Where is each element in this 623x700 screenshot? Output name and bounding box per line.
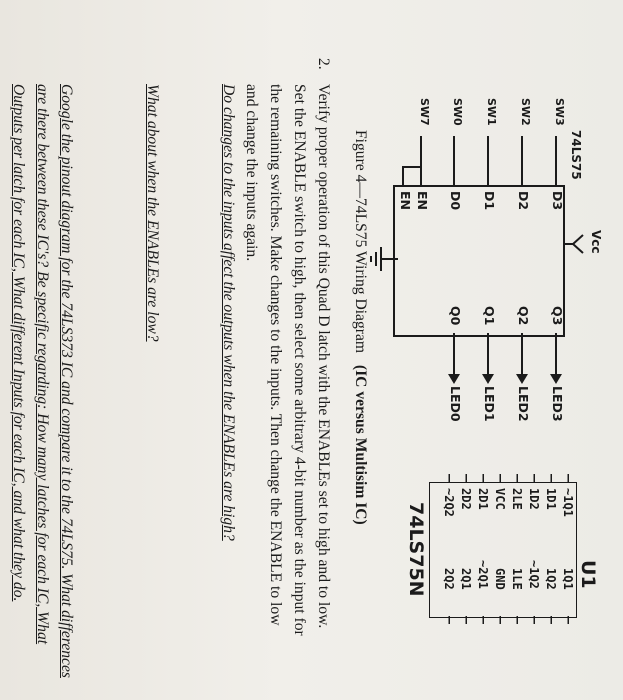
ic-pin: 1Q1	[561, 568, 575, 590]
step-line: the remaining switches. Make changes to the inputs. Then change the ENABLE to low	[267, 84, 284, 626]
step-number: 2.	[315, 58, 332, 70]
arrow-right-icon	[448, 374, 460, 384]
ic-pin: ~2Q2	[442, 488, 456, 517]
google-line: Google the pinout diagram for the 74LS373 IC and compare it to the 74LS75. What differences	[58, 84, 75, 678]
ic-pin: 2Q2	[442, 568, 456, 590]
ic-pin: ~2Q1	[476, 560, 490, 589]
ground-symbol	[369, 246, 383, 272]
ic-part-number: 74LS75N	[405, 502, 427, 597]
vcc-label: Vcc	[589, 230, 603, 254]
led-label: LED1	[482, 386, 497, 422]
question-high: Do changes to the inputs affect the outputs when the ENABLEs are high?	[220, 84, 237, 541]
caption-note: (IC versus Multisim IC)	[352, 364, 369, 525]
step-line: Set the ENABLE switch to high, then select some arbitrary 4-bit number as the input for	[291, 84, 308, 636]
ic-pin: 2Q1	[459, 568, 473, 590]
switch-label: SW0	[451, 98, 464, 126]
led-label: LED0	[448, 386, 463, 422]
pin-label: D1	[482, 191, 497, 211]
ic-pin: 2LE	[510, 488, 524, 510]
pin-label: D2	[516, 191, 531, 211]
switch-label: SW7	[418, 98, 431, 126]
led-label: LED3	[550, 386, 565, 422]
step-line: Verify proper operation of this Quad D latch with the ENABLEs set to high and to low.	[315, 84, 332, 629]
switch-label: SW3	[553, 98, 566, 126]
google-line: Outputs per latch for each IC, What different Inputs for each IC, and what they do.	[10, 84, 27, 602]
ic-pin: ~1Q2	[527, 560, 541, 589]
figure-caption	[351, 130, 369, 525]
ic-title: U1	[577, 560, 599, 589]
ic-pin: 1LE	[510, 568, 524, 590]
switch-label: SW2	[519, 98, 532, 126]
pin-label: Q2	[516, 306, 531, 326]
pin-label: Q3	[550, 306, 565, 326]
ic-pin: ~1Q1	[561, 488, 575, 517]
pin-label: D3	[550, 191, 565, 211]
arrow-right-icon	[482, 374, 494, 384]
pin-label: EN	[415, 191, 430, 211]
ic-pin: VCC	[493, 488, 507, 510]
ic-left-pins	[437, 474, 569, 482]
chip-name: 74LS75	[569, 130, 583, 180]
pin-label: Q1	[482, 306, 497, 326]
step-line: and change the inputs again.	[243, 84, 260, 262]
arrow-right-icon	[516, 374, 528, 384]
pin-label: Q0	[448, 306, 463, 326]
ic-pin: 2D1	[476, 488, 490, 510]
ic-pin: 2D2	[459, 488, 473, 510]
ic-pin: 1Q2	[544, 568, 558, 590]
ic-right-pins	[437, 616, 569, 624]
question-low: What about when the ENABLEs are low?	[144, 84, 161, 342]
ic-pin: GND	[493, 568, 507, 590]
pin-label: EN	[398, 191, 413, 211]
led-label: LED2	[516, 386, 531, 422]
switch-label: SW1	[485, 98, 498, 126]
ic-pin: 1D2	[527, 488, 541, 510]
google-line: are there between these IC's? Be specific regarding: How many latches for each IC, What	[34, 84, 51, 645]
arrow-right-icon	[550, 374, 562, 384]
caption-main: Figure 4—74LS75 Wiring Diagram	[352, 130, 369, 354]
ic-pin: 1D1	[544, 488, 558, 510]
pin-label: D0	[448, 191, 463, 211]
